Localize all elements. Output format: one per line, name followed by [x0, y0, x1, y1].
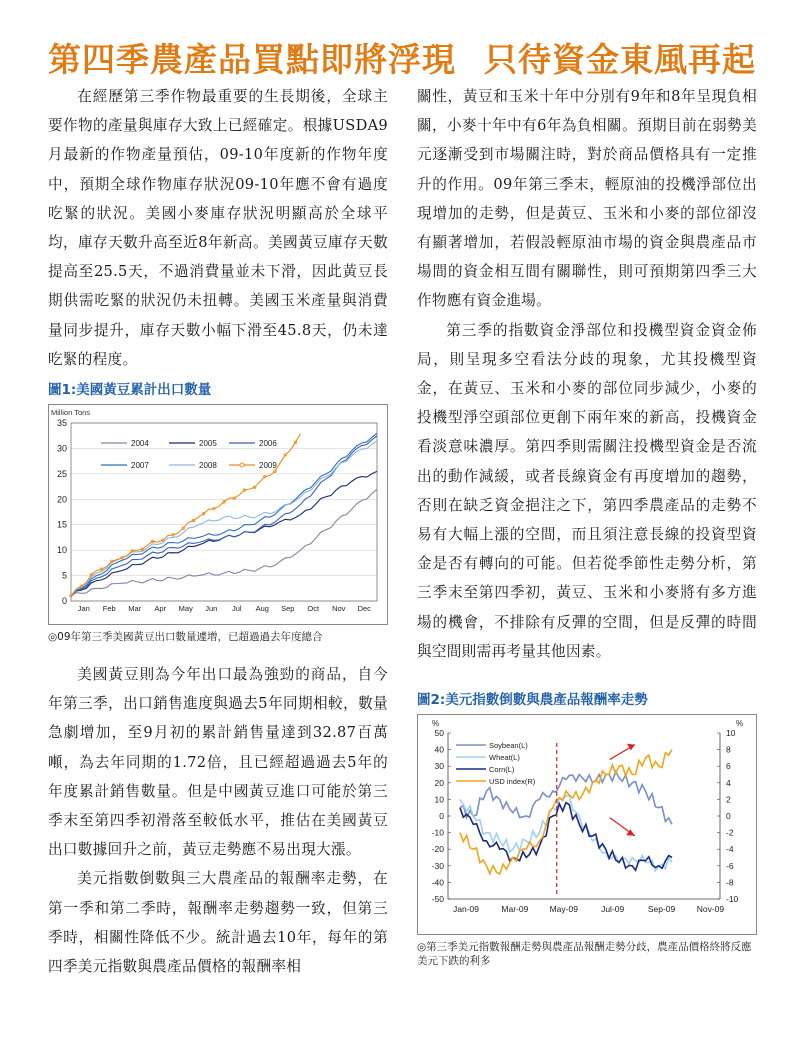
- figure2-chart: [417, 714, 757, 935]
- legend-label-2009: 2009: [259, 461, 277, 471]
- usd-commodity-return-chart: [418, 715, 756, 930]
- y-tick-label-right: 2: [726, 794, 731, 805]
- y-tick-label-left: 40: [434, 744, 444, 755]
- paragraph-inventory: 在經歷第三季作物最重要的生長期後，全球主要作物的產量與庫存大致上已經確定。根據USDA9月最新的作物產量預估，09-10年度新的作物年度中，預期全球作物庫存狀況09-10年應不會有過度吃緊的狀況。美國小麥庫存狀況明顯高於全球平均，庫存天數升高至近8年新高。美國黃豆庫存天數提高至25.5天，不過消費量並未下滑，因此黃豆長期供需吃緊的狀況仍未扭轉。美國玉米產量與消費量同步提升，庫存天數小幅下滑至45.8天，仍未達吃緊的程度。: [48, 88, 388, 368]
- x-tick-label: Jan: [77, 604, 90, 614]
- figure1-title: 圖1:美國黃豆累計出口數量: [48, 382, 212, 399]
- x-tick-label: Mar-09: [501, 904, 529, 915]
- y-tick-label-left: -20: [431, 844, 444, 855]
- y-tick-label-left: -40: [431, 877, 444, 888]
- left-column: [48, 82, 388, 981]
- legend-label-2006: 2006: [259, 439, 277, 449]
- y-axis-label: Million Tons: [51, 408, 91, 418]
- trend-arrow-up-head: [627, 744, 635, 751]
- y-tick-label-right: -8: [726, 877, 734, 888]
- y-tick-label: 10: [56, 545, 67, 556]
- x-tick-label: Nov-09: [696, 904, 725, 915]
- figure1-caption: ◎09年第三季美國黃豆出口數量遽增，已超過過去年度總合: [48, 631, 323, 644]
- y-tick-label-left: -50: [431, 894, 444, 905]
- series-line-2005: [71, 471, 377, 596]
- y-tick-label: 25: [56, 468, 67, 479]
- title-part-1: 第四季農產品買點即將浮現: [48, 40, 456, 79]
- x-tick-label: Sep-09: [647, 904, 676, 915]
- y-tick-label: 0: [61, 596, 67, 607]
- article-title: [48, 34, 768, 81]
- legend-label-2004: 2004: [131, 439, 149, 449]
- paragraph-usd-index: 美元指數倒數與三大農產品的報酬率走勢，在第一季和第二季時，報酬率走勢趨勢一致，但第三季時，相關性降低不少。統計過去10年，每年的第四季美元指數與農產品價格的報酬率相: [48, 870, 388, 976]
- y-tick-label-right: 8: [726, 744, 731, 755]
- x-tick-label: Jan-09: [453, 904, 479, 915]
- plot-frame: [71, 423, 377, 601]
- x-tick-label: Nov: [332, 604, 346, 614]
- y-axis-label-right: %: [736, 719, 744, 729]
- figure2-caption: ◎第三季美元指數報酬走勢與農產品報酬走勢分歧，農產品價格終將反應美元下跌的利多: [417, 941, 752, 968]
- x-tick-label: Feb: [102, 604, 116, 614]
- y-tick-label-right: -4: [726, 844, 734, 855]
- x-tick-label: Oct: [307, 604, 320, 614]
- soybean-export-chart: [49, 405, 387, 620]
- x-tick-label: Jul-09: [601, 904, 625, 915]
- paragraph-soybean-export: 美國黃豆則為今年出口最為強勁的商品，自今年第三季，出口銷售進度與過去5年同期相較，數量急劇增加，至9月初的累計銷售量達到32.87百萬噸，為去年同期的1.72倍，且已經超過過去5年的年度累計銷售數量。但是中國黃豆進口可能於第三季末至第四季初滑落至較低水平，推估在美國黃豆出口數據回升之前，黃豆走勢應不易出現大漲。: [48, 666, 388, 859]
- y-tick-label-right: -10: [726, 894, 739, 905]
- y-tick-label: 15: [56, 519, 67, 530]
- y-tick-label-left: 0: [439, 811, 444, 822]
- legend-label-Corn(L): Corn(L): [489, 765, 515, 775]
- y-tick-label-right: 0: [726, 811, 731, 822]
- y-tick-label: 20: [56, 494, 67, 505]
- x-tick-label: Dec: [357, 604, 371, 614]
- y-tick-label-left: 10: [434, 794, 444, 805]
- legend-label-2005: 2005: [199, 439, 217, 449]
- y-tick-label-left: 20: [434, 777, 444, 788]
- y-tick-label-left: -10: [431, 827, 444, 838]
- legend-label-Soybean(L): Soybean(L): [489, 741, 528, 751]
- y-tick-label-left: -30: [431, 860, 444, 871]
- x-tick-label: Aug: [255, 604, 269, 614]
- x-tick-label: Apr: [154, 604, 167, 614]
- x-tick-label: Sep: [281, 604, 295, 614]
- y-tick-label: 5: [61, 570, 67, 581]
- right-column: [417, 82, 757, 968]
- x-tick-label: Jul: [231, 604, 242, 614]
- y-tick-label-left: 50: [434, 728, 444, 739]
- legend-label-2007: 2007: [131, 461, 149, 471]
- x-tick-label: May-09: [549, 904, 578, 915]
- legend-label-Wheat(L): Wheat(L): [489, 753, 520, 763]
- title-part-2: 只待資金東風再起: [484, 40, 756, 79]
- legend-label-USD index(R): USD index(R): [489, 777, 536, 787]
- y-tick-label-right: -2: [726, 827, 734, 838]
- y-tick-label: 35: [56, 418, 67, 429]
- y-tick-label-right: -6: [726, 860, 734, 871]
- y-tick-label: 30: [56, 443, 67, 454]
- paragraph-correlation: 關性，黃豆和玉米十年中分別有9年和8年呈現負相關，小麥十年中有6年為負相關。預期目前在弱勢美元逐漸受到市場關注時，對於商品價格具有一定推升的作用。09年第三季末，輕原油的投機淨部位出現增加的走勢，但是黃豆、玉米和小麥的部位卻沒有顯著增加，若假設輕原油市場的資金與農產品市場間的資金相互間有關聯性，則可預期第四季三大作物應有資金進場。: [417, 88, 757, 310]
- legend-marker-2009: [240, 463, 244, 467]
- y-tick-label-right: 4: [726, 777, 731, 788]
- series-line-2004: [71, 489, 377, 596]
- figure1-chart: [48, 404, 388, 625]
- y-tick-label-right: 10: [726, 728, 736, 739]
- figure2-title: 圖2:美元指數倒數與農產品報酬率走勢: [417, 692, 648, 709]
- y-tick-label-right: 6: [726, 761, 731, 772]
- series-line-Wheat(L): [460, 795, 672, 871]
- x-tick-label: May: [178, 604, 193, 614]
- paragraph-fund-positions: 第三季的指數資金淨部位和投機型資金資金佈局，則呈現多空看法分歧的現象，尤其投機型資金，在黃豆、玉米和小麥的部位同步減少，小麥的投機型淨空頭部位更創下兩年來的新高，投機資金看淡意味濃厚。第四季則需關注投機型資金是否流出的動作減緩，或者長線資金有再度增加的趨勢，否則在缺乏資金挹注之下，第四季農產品的走勢不易有大幅上漲的空間，而且須注意長線的投資型資金是否有轉向的可能。但若從季節性走勢分析，第三季末至第四季初，黃豆、玉米和小麥將有多方進場的機會，不排除有反彈的空間，但是反彈的時間與空間則需再考量其他因素。: [417, 321, 757, 660]
- x-tick-label: Mar: [128, 604, 142, 614]
- y-tick-label-left: 30: [434, 761, 444, 772]
- y-axis-label-left: %: [432, 719, 440, 729]
- legend-label-2008: 2008: [199, 461, 217, 471]
- x-tick-label: Jun: [205, 604, 218, 614]
